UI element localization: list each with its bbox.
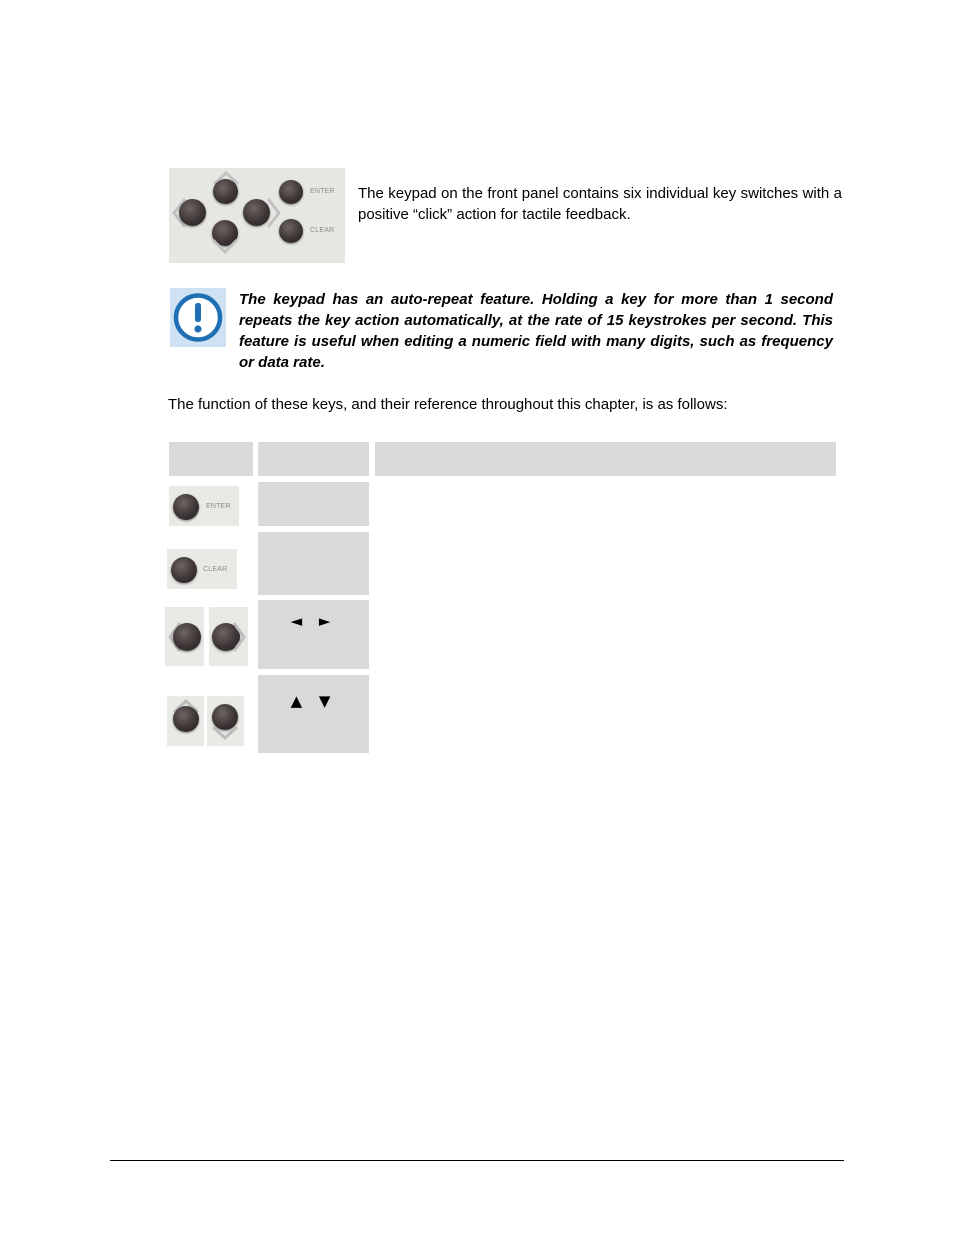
exclamation-circle-icon [170, 288, 226, 347]
reference-symbol [258, 532, 369, 554]
left-right-arrow-symbols: ◄ ► [290, 612, 337, 630]
right-arrow-key-image [209, 607, 248, 666]
reference-symbol [258, 482, 369, 495]
keypad-intro-paragraph: The keypad on the front panel contains six individual key switches with a positive “click” action for tactile feedback. [358, 185, 842, 223]
left-arrow-key-image [165, 607, 204, 666]
enter-key [173, 494, 199, 520]
clear-key-image [167, 549, 237, 589]
function-intro-text: The function of these keys, and their reference throughout this chapter, is as follows: [168, 396, 728, 413]
clear-key [171, 557, 197, 583]
table-row [258, 482, 369, 526]
keypad-panel-image [169, 168, 345, 263]
enter-key-image [169, 486, 239, 526]
down-chevron-icon [210, 232, 240, 258]
table-header-key [169, 442, 253, 476]
clear-key [279, 219, 303, 243]
enter-key-label: ENTER [206, 503, 231, 510]
footer-rule [110, 1160, 844, 1161]
table-row [258, 532, 369, 595]
up-key [213, 179, 238, 204]
auto-repeat-note: The keypad has an auto-repeat feature. Holding a key for more than 1 second repeats the key action automatically, at the rate of 15 keystrokes per second. This feature is useful when editing a numeric field with many digits, such as frequency or data rate. [239, 291, 833, 371]
table-header-function [375, 442, 836, 476]
table-row [258, 600, 369, 669]
clear-key-label: CLEAR [310, 227, 335, 234]
right-chevron-icon [229, 620, 247, 654]
note-icon-box [170, 288, 226, 347]
left-key [173, 623, 201, 651]
table-row [258, 675, 369, 753]
table-header-reference [258, 442, 369, 476]
enter-key-label: ENTER [310, 188, 335, 195]
down-arrow-key-image [207, 696, 244, 746]
up-arrow-key-image [167, 696, 204, 746]
up-down-arrow-symbols: ▲ ▼ [290, 692, 337, 710]
down-chevron-icon [210, 722, 240, 742]
left-key [179, 199, 206, 226]
clear-key-label: CLEAR [203, 566, 228, 573]
up-key [173, 706, 199, 732]
enter-key [279, 180, 303, 204]
